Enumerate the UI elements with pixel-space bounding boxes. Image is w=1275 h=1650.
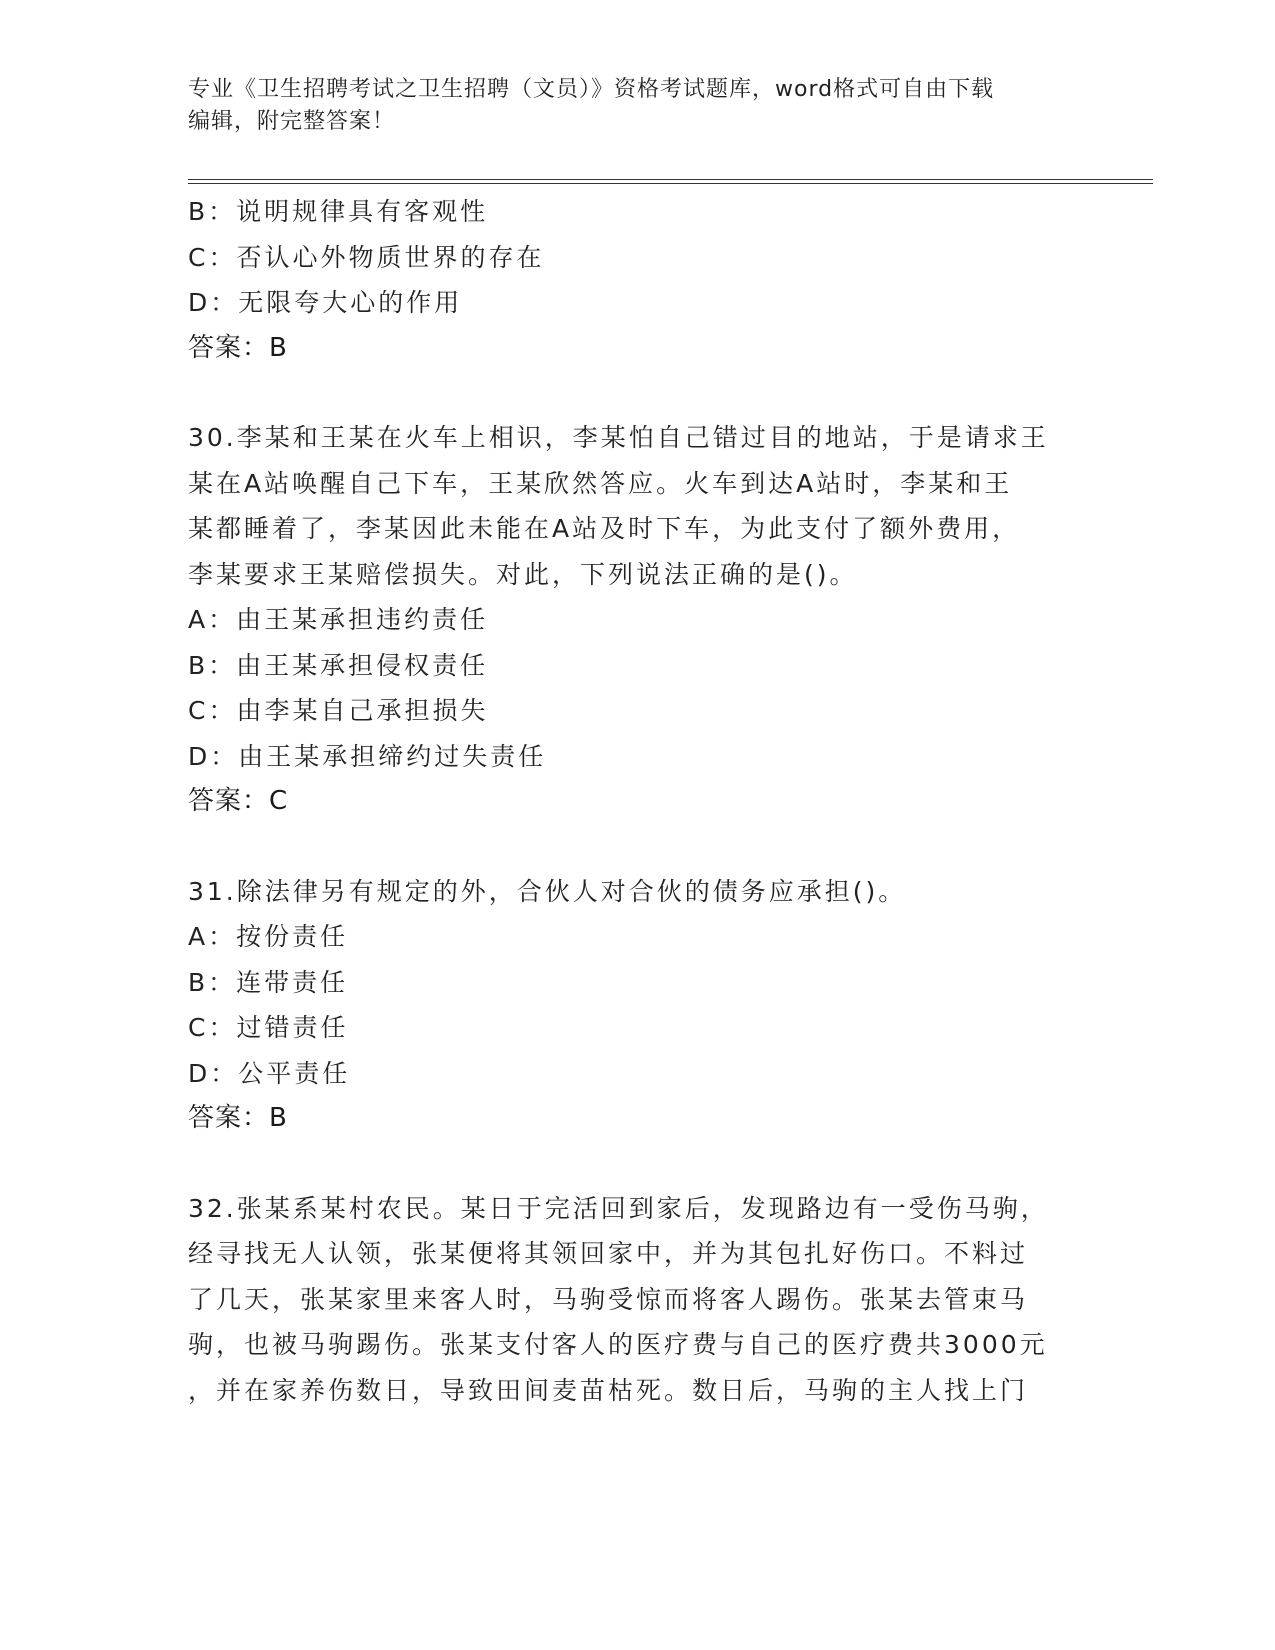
option-b: B：说明规律具有客观性 bbox=[188, 197, 489, 226]
option-c: C：由李某自己承担损失 bbox=[188, 696, 489, 725]
spacer bbox=[188, 825, 1088, 869]
question-text-line: 某在A站唤醒自己下车，王某欣然答应。火车到达A站时，李某和王 bbox=[188, 468, 1013, 498]
option-c: C：否认心外物质世界的存在 bbox=[188, 242, 545, 272]
question-30 bbox=[188, 415, 1088, 825]
option-b: B：由王某承担侵权责任 bbox=[188, 650, 489, 680]
option-c: C：过错责任 bbox=[188, 1013, 349, 1042]
option-d: D：公平责任 bbox=[188, 1058, 351, 1088]
question-text-line: 了几天，张某家里来客人时，马驹受惊而将客人踢伤。张某去管束马 bbox=[188, 1284, 1029, 1314]
question-text-line: ，并在家养伤数日，导致田间麦苗枯死。数日后，马驹的主人找上门 bbox=[188, 1375, 1029, 1405]
spacer bbox=[188, 1142, 1088, 1186]
header-divider-top bbox=[188, 179, 1153, 180]
option-b: B：连带责任 bbox=[188, 967, 349, 997]
answer: 答案：B bbox=[188, 1103, 288, 1133]
option-d: D：无限夸大心的作用 bbox=[188, 288, 463, 317]
header-line-1: 专业《卫生招聘考试之卫生招聘（文员）》资格考试题库，word格式可自由下载 bbox=[188, 77, 995, 102]
question-text-line: 李某要求王某赔偿损失。对此，下列说法正确的是()。 bbox=[188, 559, 858, 589]
question-text-line: 31.除法律另有规定的外，合伙人对合伙的债务应承担()。 bbox=[188, 876, 907, 906]
question-text-line: 经寻找无人认领，张某便将其领回家中，并为其包扎好伤口。不料过 bbox=[188, 1239, 1029, 1268]
document-body bbox=[188, 189, 1088, 1413]
question-29-tail bbox=[188, 189, 1088, 371]
option-d: D：由王某承担缔约过失责任 bbox=[188, 741, 547, 771]
option-a: A：按份责任 bbox=[188, 922, 349, 951]
question-32 bbox=[188, 1186, 1088, 1414]
question-text-line: 32.张某系某村农民。某日于完活回到家后，发现路边有一受伤马驹， bbox=[188, 1193, 1049, 1223]
header-divider-bottom bbox=[188, 183, 1153, 184]
question-text-line: 某都睡着了，李某因此未能在A站及时下车，为此支付了额外费用， bbox=[188, 514, 1021, 543]
answer: 答案：B bbox=[188, 332, 288, 363]
spacer bbox=[188, 371, 1088, 415]
option-a: A：由王某承担违约责任 bbox=[188, 605, 489, 634]
header-line-2: 编辑，附完整答案！ bbox=[188, 109, 396, 134]
question-31 bbox=[188, 869, 1088, 1142]
answer: 答案：C bbox=[188, 786, 289, 816]
question-text-line: 30.李某和王某在火车上相识，李某怕自己错过目的地站，于是请求王 bbox=[188, 423, 1049, 452]
document-header bbox=[188, 74, 1088, 138]
question-text-line: 驹，也被马驹踢伤。张某支付客人的医疗费与自己的医疗费共3000元 bbox=[188, 1330, 1048, 1359]
